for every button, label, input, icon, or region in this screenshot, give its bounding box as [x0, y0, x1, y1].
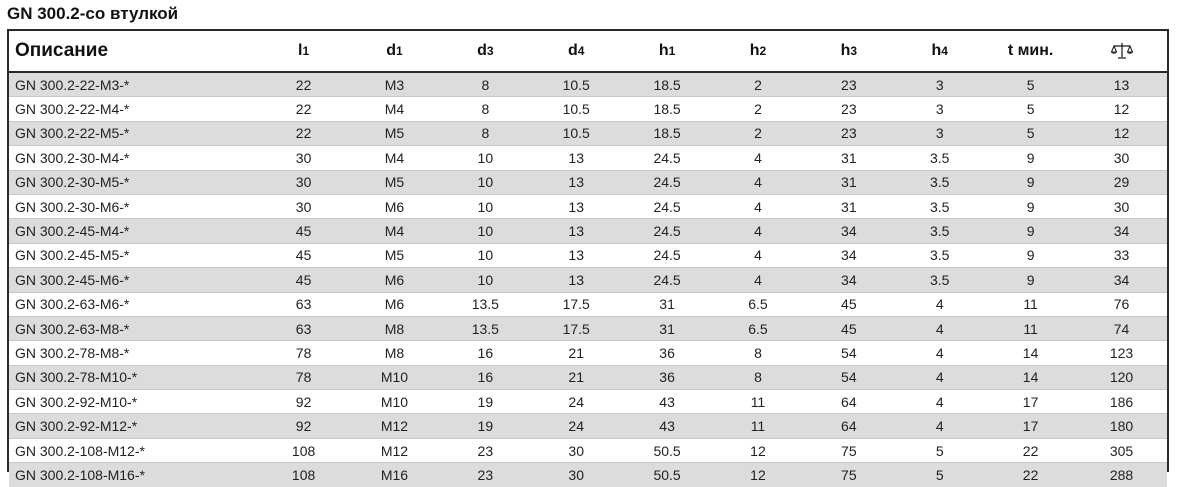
- cell-d4: 13: [531, 219, 622, 243]
- cell-h3: 34: [803, 243, 894, 267]
- column-header-d4: d4: [531, 31, 622, 72]
- cell-d4: 24: [531, 390, 622, 414]
- cell-l1: 78: [258, 341, 349, 365]
- cell-d3: 8: [440, 72, 531, 97]
- cell-h4: 3.5: [894, 268, 985, 292]
- cell-d4: 30: [531, 438, 622, 462]
- cell-t-min: 17: [985, 390, 1076, 414]
- cell-d1: M12: [349, 438, 440, 462]
- cell-h4: 4: [894, 341, 985, 365]
- cell-h2: 6.5: [713, 316, 804, 340]
- cell-d1: M10: [349, 365, 440, 389]
- cell-d3: 8: [440, 97, 531, 121]
- cell-d4: 30: [531, 463, 622, 487]
- cell-d1: M6: [349, 268, 440, 292]
- cell-h3: 54: [803, 365, 894, 389]
- cell-d4: 21: [531, 365, 622, 389]
- cell-h1: 24.5: [622, 170, 713, 194]
- cell-h3: 23: [803, 121, 894, 145]
- cell-h4: 3.5: [894, 170, 985, 194]
- cell-weight: 30: [1076, 146, 1167, 170]
- cell-weight: 29: [1076, 170, 1167, 194]
- cell-description: GN 300.2-45-M6-*: [9, 268, 258, 292]
- cell-t-min: 9: [985, 170, 1076, 194]
- cell-h4: 3.5: [894, 219, 985, 243]
- cell-h2: 4: [713, 268, 804, 292]
- cell-h1: 24.5: [622, 146, 713, 170]
- cell-h1: 36: [622, 341, 713, 365]
- cell-h1: 43: [622, 414, 713, 438]
- cell-description: GN 300.2-30-M5-*: [9, 170, 258, 194]
- cell-t-min: 11: [985, 316, 1076, 340]
- cell-h3: 23: [803, 72, 894, 97]
- cell-h2: 2: [713, 72, 804, 97]
- cell-description: GN 300.2-63-M8-*: [9, 316, 258, 340]
- table-body: [9, 72, 1167, 487]
- cell-l1: 22: [258, 121, 349, 145]
- cell-h4: 3.5: [894, 243, 985, 267]
- cell-weight: 12: [1076, 121, 1167, 145]
- cell-l1: 30: [258, 194, 349, 218]
- cell-h3: 31: [803, 170, 894, 194]
- cell-weight: 34: [1076, 219, 1167, 243]
- cell-h3: 64: [803, 390, 894, 414]
- cell-d3: 23: [440, 463, 531, 487]
- cell-weight: 12: [1076, 97, 1167, 121]
- cell-description: GN 300.2-63-M6-*: [9, 292, 258, 316]
- cell-description: GN 300.2-45-M5-*: [9, 243, 258, 267]
- cell-h1: 24.5: [622, 268, 713, 292]
- cell-h2: 11: [713, 390, 804, 414]
- table-row: [9, 341, 1167, 365]
- column-header-h3: h3: [803, 31, 894, 72]
- column-header-d1: d1: [349, 31, 440, 72]
- cell-d3: 10: [440, 170, 531, 194]
- cell-d4: 17.5: [531, 316, 622, 340]
- cell-h4: 4: [894, 292, 985, 316]
- cell-d3: 10: [440, 194, 531, 218]
- cell-t-min: 5: [985, 72, 1076, 97]
- cell-l1: 63: [258, 316, 349, 340]
- cell-h3: 34: [803, 268, 894, 292]
- cell-d3: 16: [440, 341, 531, 365]
- cell-h1: 50.5: [622, 438, 713, 462]
- cell-d4: 10.5: [531, 72, 622, 97]
- cell-t-min: 9: [985, 194, 1076, 218]
- column-header-weight: [1076, 31, 1167, 72]
- cell-t-min: 17: [985, 414, 1076, 438]
- cell-description: GN 300.2-78-M10-*: [9, 365, 258, 389]
- table-row: [9, 97, 1167, 121]
- cell-h1: 50.5: [622, 463, 713, 487]
- cell-t-min: 5: [985, 121, 1076, 145]
- cell-h2: 4: [713, 243, 804, 267]
- cell-l1: 45: [258, 243, 349, 267]
- column-header-h1: h1: [622, 31, 713, 72]
- column-header-h2: h2: [713, 31, 804, 72]
- cell-h4: 4: [894, 414, 985, 438]
- cell-h3: 31: [803, 146, 894, 170]
- cell-d1: M4: [349, 219, 440, 243]
- table-row: [9, 316, 1167, 340]
- cell-h2: 2: [713, 97, 804, 121]
- cell-t-min: 9: [985, 146, 1076, 170]
- cell-h4: 4: [894, 390, 985, 414]
- table-row: [9, 438, 1167, 462]
- cell-t-min: 9: [985, 268, 1076, 292]
- cell-h1: 31: [622, 316, 713, 340]
- cell-l1: 108: [258, 463, 349, 487]
- cell-d3: 13.5: [440, 316, 531, 340]
- cell-weight: 33: [1076, 243, 1167, 267]
- cell-h1: 24.5: [622, 194, 713, 218]
- cell-d1: M12: [349, 414, 440, 438]
- cell-description: GN 300.2-92-M10-*: [9, 390, 258, 414]
- cell-h2: 4: [713, 170, 804, 194]
- cell-description: GN 300.2-78-M8-*: [9, 341, 258, 365]
- cell-h3: 31: [803, 194, 894, 218]
- table-row: [9, 170, 1167, 194]
- cell-t-min: 22: [985, 438, 1076, 462]
- cell-d4: 13: [531, 243, 622, 267]
- table-row: [9, 365, 1167, 389]
- table-row: [9, 243, 1167, 267]
- cell-d1: M8: [349, 316, 440, 340]
- cell-h4: 3: [894, 72, 985, 97]
- cell-h4: 3: [894, 97, 985, 121]
- cell-weight: 123: [1076, 341, 1167, 365]
- cell-h1: 31: [622, 292, 713, 316]
- cell-d4: 10.5: [531, 121, 622, 145]
- cell-h4: 5: [894, 463, 985, 487]
- cell-l1: 45: [258, 268, 349, 292]
- cell-d3: 10: [440, 219, 531, 243]
- cell-t-min: 22: [985, 463, 1076, 487]
- cell-l1: 30: [258, 146, 349, 170]
- column-header-description: Описание: [9, 31, 258, 72]
- cell-t-min: 9: [985, 219, 1076, 243]
- cell-description: GN 300.2-30-M6-*: [9, 194, 258, 218]
- cell-weight: 186: [1076, 390, 1167, 414]
- table-row: [9, 72, 1167, 97]
- cell-d4: 10.5: [531, 97, 622, 121]
- cell-l1: 92: [258, 414, 349, 438]
- cell-d4: 21: [531, 341, 622, 365]
- cell-h1: 18.5: [622, 72, 713, 97]
- cell-h3: 75: [803, 438, 894, 462]
- cell-l1: 63: [258, 292, 349, 316]
- cell-d3: 10: [440, 243, 531, 267]
- cell-description: GN 300.2-30-M4-*: [9, 146, 258, 170]
- cell-weight: 74: [1076, 316, 1167, 340]
- cell-l1: 30: [258, 170, 349, 194]
- cell-h2: 12: [713, 463, 804, 487]
- cell-weight: 30: [1076, 194, 1167, 218]
- cell-d3: 16: [440, 365, 531, 389]
- table-row: [9, 390, 1167, 414]
- cell-h4: 4: [894, 316, 985, 340]
- cell-d4: 13: [531, 146, 622, 170]
- cell-h1: 43: [622, 390, 713, 414]
- cell-weight: 305: [1076, 438, 1167, 462]
- cell-h4: 4: [894, 365, 985, 389]
- cell-description: GN 300.2-92-M12-*: [9, 414, 258, 438]
- cell-d4: 13: [531, 268, 622, 292]
- cell-description: GN 300.2-22-M5-*: [9, 121, 258, 145]
- cell-d3: 23: [440, 438, 531, 462]
- cell-h4: 3.5: [894, 194, 985, 218]
- header-row: [9, 31, 1167, 72]
- cell-t-min: 5: [985, 97, 1076, 121]
- cell-description: GN 300.2-22-M3-*: [9, 72, 258, 97]
- cell-d1: M5: [349, 243, 440, 267]
- cell-l1: 92: [258, 390, 349, 414]
- cell-description: GN 300.2-108-M12-*: [9, 438, 258, 462]
- table-row: [9, 414, 1167, 438]
- specification-table-container: [7, 29, 1169, 483]
- cell-h2: 11: [713, 414, 804, 438]
- cell-h1: 24.5: [622, 219, 713, 243]
- cell-h4: 3.5: [894, 146, 985, 170]
- table-row: [9, 121, 1167, 145]
- cell-h1: 18.5: [622, 97, 713, 121]
- cell-weight: 13: [1076, 72, 1167, 97]
- cell-weight: 34: [1076, 268, 1167, 292]
- cell-d1: M16: [349, 463, 440, 487]
- table-row: [9, 194, 1167, 218]
- page-title: GN 300.2-со втулкой: [7, 4, 179, 23]
- cell-t-min: 11: [985, 292, 1076, 316]
- table-row: [9, 292, 1167, 316]
- table-row: [9, 146, 1167, 170]
- cell-h4: 5: [894, 438, 985, 462]
- column-header-t-min: t мин.: [985, 31, 1076, 72]
- cell-d4: 13: [531, 194, 622, 218]
- cell-l1: 22: [258, 97, 349, 121]
- cell-t-min: 14: [985, 341, 1076, 365]
- cell-d1: M5: [349, 121, 440, 145]
- cell-h2: 8: [713, 365, 804, 389]
- cell-h2: 12: [713, 438, 804, 462]
- cell-h2: 2: [713, 121, 804, 145]
- cell-d1: M8: [349, 341, 440, 365]
- cell-d1: M3: [349, 72, 440, 97]
- cell-h2: 6.5: [713, 292, 804, 316]
- cell-d1: M6: [349, 292, 440, 316]
- cell-h3: 54: [803, 341, 894, 365]
- table-row: [9, 268, 1167, 292]
- cell-t-min: 14: [985, 365, 1076, 389]
- cell-weight: 288: [1076, 463, 1167, 487]
- cell-d1: M4: [349, 146, 440, 170]
- cell-h3: 34: [803, 219, 894, 243]
- cell-weight: 120: [1076, 365, 1167, 389]
- table-row: [9, 463, 1167, 487]
- cell-d1: M5: [349, 170, 440, 194]
- cell-h2: 4: [713, 146, 804, 170]
- cell-h3: 23: [803, 97, 894, 121]
- cell-l1: 78: [258, 365, 349, 389]
- cell-d3: 19: [440, 390, 531, 414]
- cell-h1: 24.5: [622, 243, 713, 267]
- cell-d3: 19: [440, 414, 531, 438]
- scale-icon: [1111, 41, 1133, 61]
- column-header-l1: l1: [258, 31, 349, 72]
- cell-d4: 24: [531, 414, 622, 438]
- cell-d3: 10: [440, 146, 531, 170]
- cell-description: GN 300.2-108-M16-*: [9, 463, 258, 487]
- cell-h1: 36: [622, 365, 713, 389]
- cell-h3: 45: [803, 292, 894, 316]
- cell-h1: 18.5: [622, 121, 713, 145]
- cell-l1: 22: [258, 72, 349, 97]
- cell-h3: 64: [803, 414, 894, 438]
- cell-d3: 13.5: [440, 292, 531, 316]
- column-header-h4: h4: [894, 31, 985, 72]
- cell-h4: 3: [894, 121, 985, 145]
- cell-description: GN 300.2-45-M4-*: [9, 219, 258, 243]
- cell-t-min: 9: [985, 243, 1076, 267]
- cell-d1: M6: [349, 194, 440, 218]
- cell-l1: 108: [258, 438, 349, 462]
- table-row: [9, 219, 1167, 243]
- cell-weight: 76: [1076, 292, 1167, 316]
- cell-d4: 13: [531, 170, 622, 194]
- cell-h3: 45: [803, 316, 894, 340]
- cell-h2: 4: [713, 219, 804, 243]
- cell-d1: M4: [349, 97, 440, 121]
- cell-h3: 75: [803, 463, 894, 487]
- specification-table: [9, 31, 1167, 487]
- cell-d1: M10: [349, 390, 440, 414]
- cell-d4: 17.5: [531, 292, 622, 316]
- cell-d3: 10: [440, 268, 531, 292]
- cell-description: GN 300.2-22-M4-*: [9, 97, 258, 121]
- cell-weight: 180: [1076, 414, 1167, 438]
- cell-l1: 45: [258, 219, 349, 243]
- cell-h2: 8: [713, 341, 804, 365]
- cell-d3: 8: [440, 121, 531, 145]
- cell-h2: 4: [713, 194, 804, 218]
- column-header-d3: d3: [440, 31, 531, 72]
